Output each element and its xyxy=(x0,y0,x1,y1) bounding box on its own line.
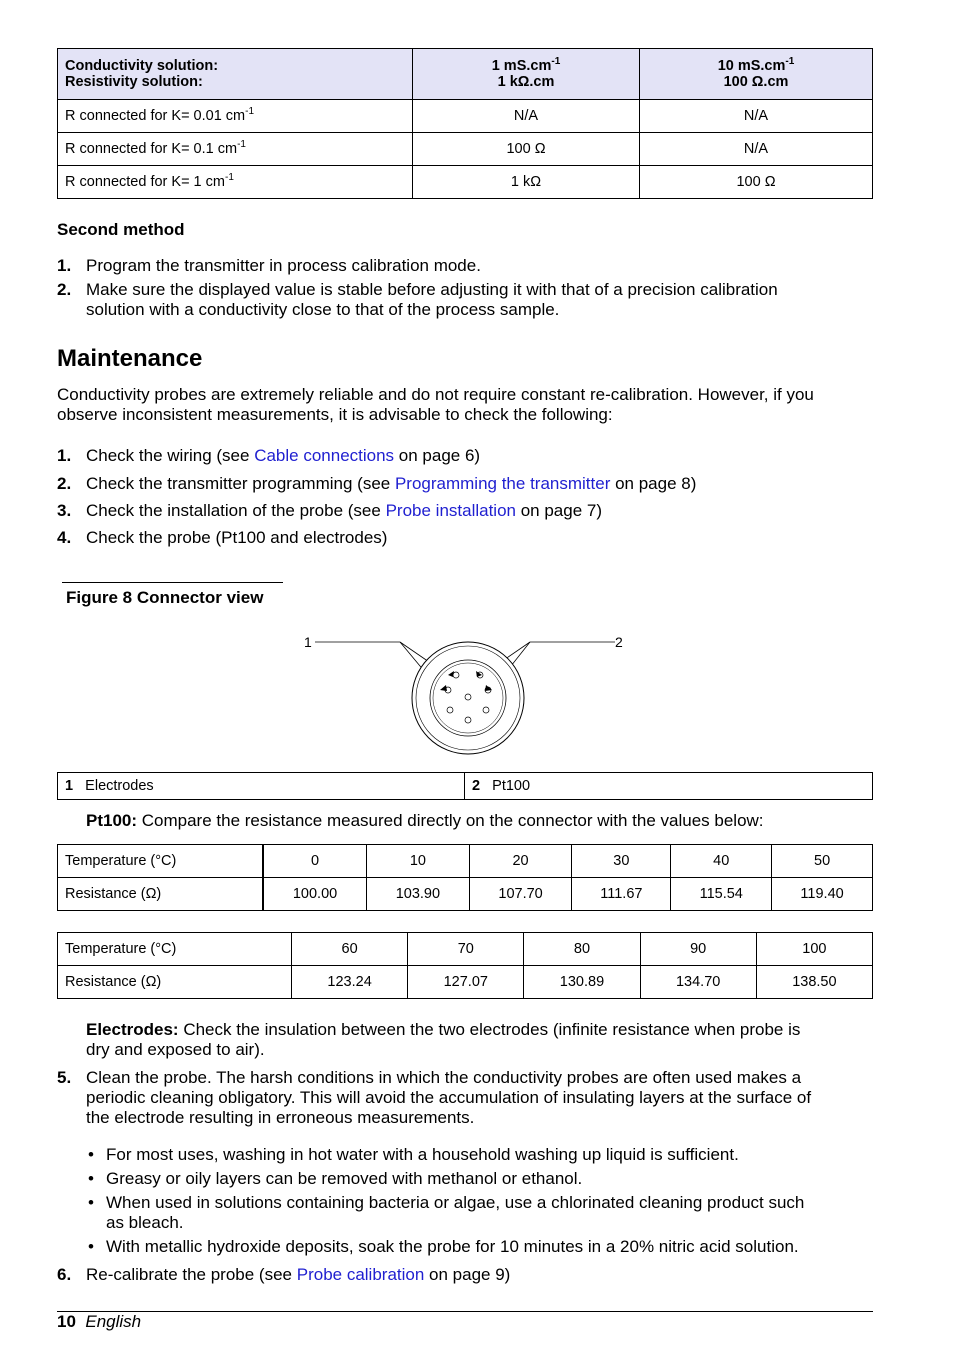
pt100-table-a xyxy=(57,844,873,911)
page-number: 10 xyxy=(57,1312,76,1331)
table-row: R connected for K= 1 $cm^{-1}$ 1 kΩ 100 Ω xyxy=(58,166,873,199)
step-number: 1. xyxy=(57,256,72,275)
table-header-label: Conductivity solution: Resistivity solution: xyxy=(58,49,413,100)
table-row: R connected for K= 0.01 $cm^{-1}$ N/A N/A xyxy=(58,100,873,133)
bullet-marker: • xyxy=(88,1145,94,1164)
table-row: Temperature (°C) 0 10 20 30 40 50 xyxy=(58,845,873,878)
pt100-text: Pt100: Compare the resistance measured directly on the connector with the values below: xyxy=(86,811,764,830)
maintenance-intro: Conductivity probes are extremely reliable and do not require constant re-calibration. However, if you observe inconsistent measurements, it is advisable to check the following: xyxy=(57,385,814,424)
table-row: Resistance (Ω) 123.24 127.07 130.89 134.70 138.50 xyxy=(58,966,873,999)
link-cable-connections[interactable]: Cable connections xyxy=(254,446,395,465)
figure-legend xyxy=(57,772,873,800)
bullet-text: When used in solutions containing bacteria or algae, use a chlorinated cleaning product such as bleach. xyxy=(106,1193,805,1232)
link-probe-calibration[interactable]: Probe calibration xyxy=(296,1265,425,1284)
connector-illustration xyxy=(300,630,630,756)
table-header-col1: 1 $mS.cm^{-1}$ 1 kΩ.cm xyxy=(413,49,640,100)
callout-2: 2 xyxy=(615,634,623,650)
step-text: Check the probe (Pt100 and electrodes) xyxy=(86,528,388,547)
step-text: Check the wiring (see Cable connections on page 6) xyxy=(86,446,481,465)
footer-language: English xyxy=(85,1312,142,1331)
figure-caption: Figure 8 Connector view xyxy=(66,588,264,607)
table-row: R connected for K= 0.1 $cm^{-1}$ 100 Ω N/A xyxy=(58,133,873,166)
figure-rule xyxy=(62,582,283,583)
step-text: Program the transmitter in process calibration mode. xyxy=(86,256,481,275)
section-heading-second-method: Second method xyxy=(57,220,185,239)
table-header-col2: 10 $mS.cm^{-1}$ 100 Ω.cm xyxy=(640,49,873,100)
bullet-text: For most uses, washing in hot water with a household washing up liquid is sufficient. xyxy=(106,1145,739,1164)
bullet-text: With metallic hydroxide deposits, soak the probe for 10 minutes in a 20% nitric acid solution. xyxy=(106,1237,799,1256)
legend-item: 1 Electrodes xyxy=(58,773,465,800)
step-text: Check the transmitter programming (see Programming the transmitter on page 8) xyxy=(86,474,697,493)
calibration-resistor-table xyxy=(57,48,873,199)
step-number: 4. xyxy=(57,528,72,547)
step-text: Re-calibrate the probe (see Probe calibration on page 9) xyxy=(86,1265,511,1284)
bullet-marker: • xyxy=(88,1237,94,1256)
link-probe-installation[interactable]: Probe installation xyxy=(385,501,516,520)
electrodes-text: Electrodes: Check the insulation between the two electrodes (infinite resistance when probe is dry and exposed to air). xyxy=(86,1020,801,1059)
link-programming-transmitter[interactable]: Programming the transmitter xyxy=(394,474,611,493)
step-text: Clean the probe. The harsh conditions in which the conductivity probes are often used makes a periodic cleaning obligatory. This will avoid the accumulation of insulating layers at the surface of the electrode resulting in erroneous measurements. xyxy=(86,1068,812,1127)
legend-item: 2 Pt100 xyxy=(465,773,873,800)
step-number: 3. xyxy=(57,501,72,520)
step-number: 5. xyxy=(57,1068,72,1087)
step-text: Check the installation of the probe (see Probe installation on page 7) xyxy=(86,501,603,520)
callout-1: 1 xyxy=(304,634,312,650)
page-title: Maintenance xyxy=(57,345,203,372)
bullet-text: Greasy or oily layers can be removed with methanol or ethanol. xyxy=(106,1169,583,1188)
footer-rule xyxy=(57,1311,873,1312)
table-row: Temperature (°C) 60 70 80 90 100 xyxy=(58,933,873,966)
pt100-table-b xyxy=(57,932,873,999)
footer xyxy=(57,1312,141,1332)
step-number: 2. xyxy=(57,280,72,299)
step-text: Make sure the displayed value is stable before adjusting it with that of a precision calibration solution with a conductivity close to that of the process sample. xyxy=(86,280,778,319)
connector-view-svg xyxy=(300,630,630,756)
step-number: 1. xyxy=(57,446,72,465)
bullet-marker: • xyxy=(88,1169,94,1188)
table-row: Resistance (Ω) 100.00 103.90 107.70 111.67 115.54 119.40 xyxy=(58,878,873,911)
step-number: 6. xyxy=(57,1265,72,1284)
bullet-marker: • xyxy=(88,1193,94,1212)
step-number: 2. xyxy=(57,474,72,493)
